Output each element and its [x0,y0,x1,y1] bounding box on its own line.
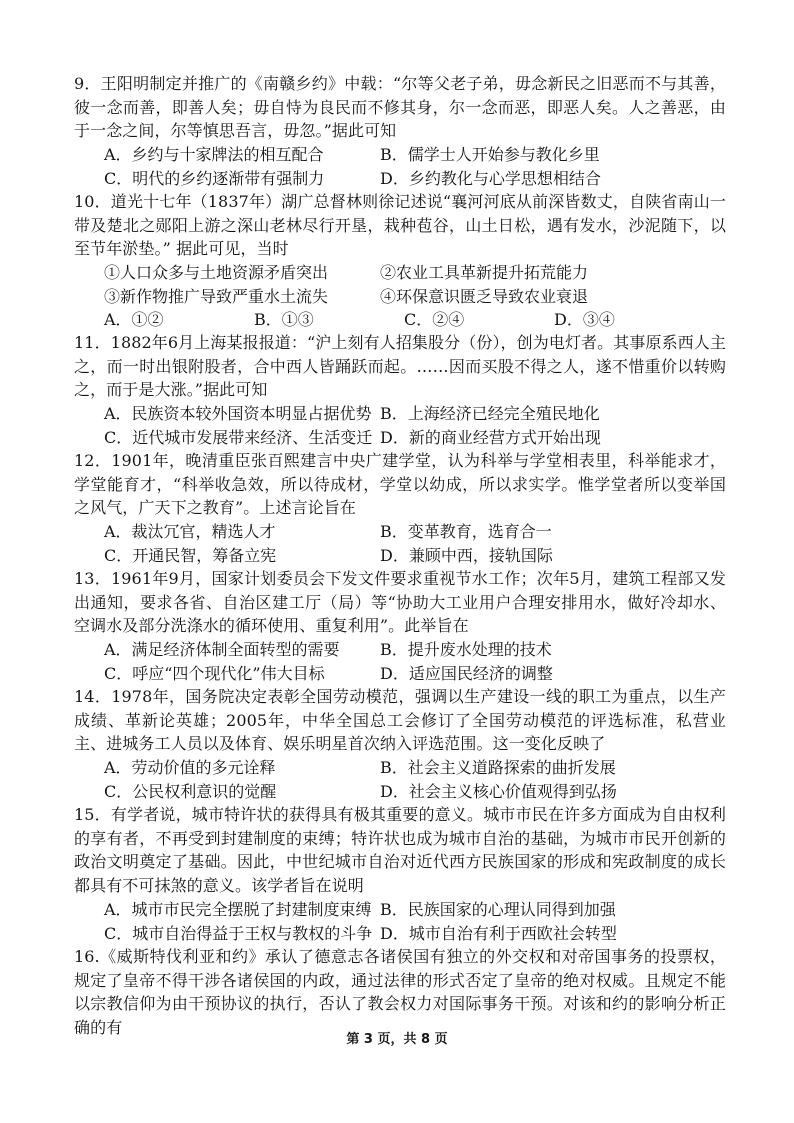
item-4: ④环保意识匮乏导致农业衰退 [380,286,589,306]
question-10-stem: 10．道光十七年（1837年）湖广总督林则徐记述说“襄河河底从前深皆数丈，自陕省南山一带及楚北之郧阳上游之深山老林尽行开垦，栽种苞谷，山土日松，遇有发水，沙泥随下，以至节年淤垫。” 据此可见，当时 [74,192,726,259]
option-d: D．城市自治有利于西欧社会转型 [380,923,617,943]
question-13-options [104,638,724,685]
question-14-options [104,756,724,803]
question-15-options [104,898,724,945]
option-d: D．新的商业经营方式开始出现 [380,427,601,447]
question-12-options [104,520,724,567]
question-16-stem: 16.《威斯特伐利亚和约》承认了德意志各诸侯国有独立的外交权和对帝国事务的投票权，规定了皇帝不得干涉各诸侯国的内政，通过法律的形式否定了皇帝的绝对权威。且规定不能以宗教信仰为由干预协议的执行，否认了教会权力对国际事务干预。对该和约的影响分析正确的有 [74,947,726,1037]
option-a: A．乡约与十家牌法的相互配合 [104,145,324,164]
option-d: D．③④ [554,310,615,330]
option-d: D．社会主义核心价值观得到弘扬 [380,781,617,801]
question-9-options [104,143,724,190]
option-a: A．①② [104,310,164,330]
item-3: ③新作物推广导致严重水土流失 [104,286,329,306]
option-b: B．社会主义道路探索的曲折发展 [380,758,616,777]
page-number: 第 3 页，共 8 页 [346,1032,448,1047]
option-a: A．劳动价值的多元诠释 [104,758,276,777]
option-c: C．呼应“四个现代化”伟大目标 [104,663,325,683]
option-d: D．适应国民经济的调整 [380,663,553,683]
option-a: A．民族资本较外国资本明显占据优势 [104,404,372,423]
option-c: C．公民权利意识的觉醒 [104,781,277,801]
option-c: C．开通民智，筹备立宪 [104,545,277,565]
option-a: A．满足经济体制全面转型的需要 [104,640,340,659]
option-b: B．上海经济已经完全殖民地化 [380,404,600,423]
option-a: A．城市市民完全摆脱了封建制度束缚 [104,900,372,919]
option-c: C．城市自治得益于王权与教权的斗争 [104,923,373,943]
option-b: B．民族国家的心理认同得到加强 [380,900,616,919]
item-1: ①人口众多与土地资源矛盾突出 [104,263,329,282]
option-d: D．兼顾中西，接轨国际 [380,545,553,565]
question-10-items [104,261,724,332]
option-c: C．近代城市发展带来经济、生活变迁 [104,427,373,447]
item-2: ②农业工具革新提升拓荒能力 [380,263,589,282]
question-11-stem: 11．1882年6月上海某报报道：“沪上刻有人招集股分（份），创为电灯者。其事原系西人主之，而一时出银附股者，合中西人皆踊跃而起。……因而买股不得之人，遂不惜重价以转购之，而于是大涨。”据此可知 [74,333,726,400]
option-c: C．②④ [404,310,465,330]
question-13-stem: 13．1961年9月，国家计划委员会下发文件要求重视节水工作；次年5月，建筑工程部又发出通知，要求各省、自治区建工厅（局）等“协助大工业用户合理安排用水，做好冷却水、空调水及部分洗涤水的循环使用、重复利用”。此举旨在 [74,569,726,636]
question-14-stem: 14．1978年，国务院决定表彰全国劳动模范，强调以生产建设一线的职工为重点，以生产成绩、革新论英雄；2005年，中华全国总工会修订了全国劳动模范的评选标准，私营业主、进城务工人员以及体育、娱乐明星首次纳入评选范围。这一变化反映了 [74,687,726,754]
option-b: B．①③ [254,310,314,330]
option-b: B．提升废水处理的技术 [380,640,552,659]
question-9-stem: 9．王阳明制定并推广的《南赣乡约》中载：“尔等父老子弟，毋念新民之旧恶而不与其善，彼一念而善，即善人矣；毋自恃为良民而不修其身，尔一念而恶，即恶人矣。人之善恶，由于一念之间，尔等慎思吾言，毋忽。”据此可知 [74,74,726,141]
option-c: C．明代的乡约逐渐带有强制力 [104,168,325,188]
option-d: D．乡约教化与心学思想相结合 [380,168,601,188]
option-a: A．裁汰冗官，精选人才 [104,522,276,541]
option-b: B．变革教育，选育合一 [380,522,552,541]
question-11-options [104,402,724,449]
option-b: B．儒学士人开始参与教化乡里 [380,145,600,164]
question-15-stem: 15．有学者说，城市特许状的获得具有极其重要的意义。城市市民在许多方面成为自由权利的享有者，不再受到封建制度的束缚；特许状也成为城市自治的基础，为城市市民开创新的政治文明奠定了基础。因此，中世纪城市自治对近代西方民族国家的形成和宪政制度的成长都具有不可抹煞的意义。该学者旨在说明 [74,805,726,895]
question-12-stem: 12．1901年，晚清重臣张百熙建言中央广建学堂，认为科举与学堂相表里，科举能求才，学堂能育才，“科举收急效，所以待成材，学堂以幼成，所以求实学。惟学堂者所以变举国之风气，广天下之教育”。上述言论旨在 [74,451,726,518]
